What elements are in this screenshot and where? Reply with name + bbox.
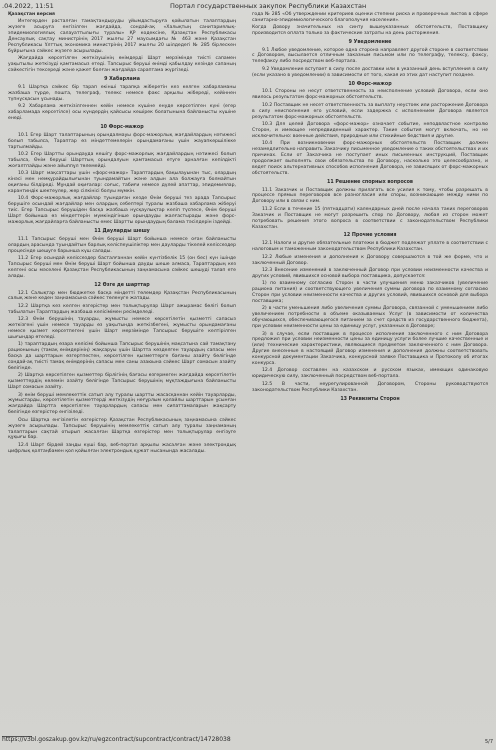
paragraph: 11.2 Если в течение 15 (пятнадцати) календарных дней после начала таких переговоров Заказчик и Поставщик не могут разрешить спор по Договору, любая из сторон может потребовать решения этого вопроса в соответствии с законодательством Республики Казахстан. — [252, 206, 488, 230]
paragraph: 11.2 Егер осындай келіссөздер басталғаннан кейін күнтізбелік 15 (он бес) күн ішінде Тапсырыс беруші мен Өнім беруші Шарт бойынша дауды шеше алмаса, Тараптардың кез келгені осы мәселені Қазақстан Республикасының заңнамасына сәйкес шешуді талап ете алады. — [8, 256, 236, 279]
russian-text-column — [252, 12, 488, 404]
paragraph: года № 285 «Об утверждении критериев оценки степени риска и проверочных листов в сфере санитарно-эпидемиологического благополучия населения». — [252, 12, 488, 23]
paragraph: 2) Шартқа көрсетілген қызметтер бірлігінің бағасы өзгермеген жағдайда көрсетілетін қызметтердің көлемін азайту бөлігінде Тапсырыс берушінің мұқтаждығына байланысты Шарт сомасын азайту. — [8, 373, 236, 391]
paragraph: 10.4 При возникновении форс-мажорных обстоятельств Поставщик должен незамедлительно направить Заказчику письменное уведомление о таких обстоятельствах и их причинах. Если от Заказчика не поступает иных письменных инструкций, Поставщик продолжает выполнять свои обязательства по Договору, насколько это целесообразно, и ведет поиск альтернативных способов исполнения Договора, не зависящих от форс-мажорных обстоятельств. — [252, 141, 488, 176]
paragraph: 11.1 Тапсырыс беруші мен Өнім беруші Шарт бойынша немесе оған байланысты олардың арасында туындайтын барлық келіспеушіліктер мен дауларды тікелей келіссөздер процесінде шешуге барынша күш салады. — [8, 236, 236, 254]
paragraph: 12.4 Договор составлен на казахском и русском языках, имеющих одинаковую юридическую силу, заключенный посредством веб-портала. — [252, 368, 488, 380]
section-heading: 11 Дауларды шешу — [94, 228, 150, 234]
paragraph: Когда Довору значительных на синту вышеуказанных обстоятельств, Поставщику производится оплата только за фактические затраты на день расторжения. — [252, 24, 488, 36]
section-heading: 12 Өзге де шарттар — [94, 282, 150, 288]
paragraph: 10.3 Для целей Договора «форс-мажор» означает событие, неподвластное контролю Сторон, и имеющее непредвиденный характер. Такие события могут включать, но не исключительно: военные действия, природные или стихийные бедствия и другие. — [252, 122, 488, 139]
paragraph: 3) өнім беруші мемлекеттік сатып алу туралы шартты жасасқаннан кейін тауарларды, жұмыстарды, көрсетілетін қызметтерді жеткізудің неғұрлым қолайлы шарттарын ұсынған жағдайда Шартта көрсетілген тауарлардың сапасы мен сипаттамаларын жақсарту бөлігінде өзгерістер енгізіледі. — [8, 392, 236, 416]
paragraph: 9.2 Хабарлама жеткізілгеннен кейін немесе күшіне енуде көрсетілген күнi (егер хабарламада көрсетілсе) осы күндердің қайсысы кешірек болатынына байланысты күшіне енеді. — [8, 104, 236, 121]
paragraph: 12.3 Өнім берушінің тауарды, жұмысты немесе көрсетілетін қызметті сапасыз жеткізгені үшін немесе тауарды өз уақытында жеткізбегені, жұмысты орындамағаны немесе қызмет көрсетпегені үшін Шарт мерзімінде Тапсырыс берушіге келтірілген шығындар өтеледі. — [8, 317, 236, 340]
section-heading: 11 Решение спорных вопросов — [327, 179, 413, 185]
paragraph: 1) по взаимному согласию Сторон в части улучшения меню заказчиков (увеличение рациона питания) и соответствующего увеличения суммы договора по взаимному согласию Сторон при условии неизменности качества и других условий, явившихся основой для выбора поставщика; — [252, 281, 488, 304]
section-heading: 10 Форс-мажор — [348, 81, 392, 87]
paragraph: 12.3 Внесение изменений в заключенный Договор при условии неизменности качества и других условий, явившихся основой выбора поставщика, допускается: — [252, 267, 488, 279]
continued-text-block — [252, 12, 488, 37]
section-heading: 9 Хабарлама — [104, 77, 140, 83]
russian-sections — [252, 40, 488, 403]
section-heading: 9 Уведомление — [348, 39, 392, 45]
paragraph: 12.2 Шартқа кез келген өзгерістер мен толықтырулар Шарт ажырамас бөлігі болып табылатын Тараптардың жазбаша келісімімен ресімделеді. — [8, 303, 236, 315]
paragraph: 11.1 Заказчик и Поставщик должны прилагать все усилия к тому, чтобы разрешать в процессе прямых переговоров все разногласия или споры, возникающие между ними по Договору или в связи с ним. — [252, 187, 488, 205]
paragraph: 2) в части уменьшения либо увеличения суммы Договора, связанной с уменьшением либо увеличением потребности в объеме оказываемых Услуг (в зависимости от количества обучающихся, обеспечивающегося питанием за счет средств из государственного бюджета), при условии неизменности цены за единицу услуг, указанных в Договоре; — [252, 306, 488, 330]
section-heading: 10 Форс-мажор — [100, 124, 144, 130]
print-datetime: .04.2022, 11:51 — [2, 2, 54, 10]
page-number: 5/7 — [484, 739, 493, 745]
paragraph: 3) в случае, если поставщик в процессе исполнения заключенного с ним Договора предложил при условии неизменности цены за единицу услуги более лучшие качественные и (или) технические характеристики, являющиеся предметом заключенного с ним Договора. Другие внесенные в настоящий Договор изменения и дополнения должны соответствовать конкурсной документации Заказчика, конкурсной заявке Поставщика и Протоколу об итогах конкурса. — [252, 331, 488, 367]
paragraph: Интегерден расталған тамақтандыруды ұйымдастыруға қойылатын талаптардың жүзеге асыруға енгізілген жағдайда, сондай-ақ «Халықтың санитариялық-эпидемиологиялық салауаттылығы туралы» ҚР кодексіне, Қазақстан Республикасы Денсаулық сақтау министрінің 2017 жылғы 27 маусымдағы № 463 және Қазақстан Республикасы Ұлттық экономика министрінің 2017 жылғы 20 шілдедегі № 285 бірлескен бұйрығына сәйкес жүзеге асырылады. — [8, 19, 236, 54]
paragraph: 10.2 Поставщик не несет ответственность за выплату неустоек или расторжение Договора в силу неисполнения его условий, если задержка с исполнением Договора является результатом форс-мажорных обстоятельств. — [252, 102, 488, 120]
paragraph: 10.1 Стороны не несут ответственность за неисполнение условий Договора, если оно явилось результатом форс-мажорных обстоятельств. — [252, 89, 488, 101]
paragraph: 9.2 Уведомление вступает в силу после доставки или в указанный день вступления в силу (если указано в уведомлении) в зависимости от того, какая из этих дат наступит позднее. — [252, 66, 488, 78]
paragraph: 12.4 Шарт бірдей заңды күші бар, веб-портал арқылы жасалған және электрондық цифрлық қолтаңбамен қол қойылған электрондық құжат нысанында жасалады. — [8, 442, 236, 454]
kazakh-text-column — [8, 12, 236, 456]
paragraph: 10.3 Шарт мақсаттары үшін «форс-мажор» Тараптардың бақылауынан тыс, олардың кінәсі мен немқұрайдылығынан туындамайтын және алдын ала болжауға болмайтын оқиғаны білдіреді. Мұндай оқиғалар: соғыс, табиғи немесе дүлей апаттар, эпидемиялар, карантиндік шектеулер, жер сілкінісі болуы мүмкін. — [8, 171, 236, 194]
section-heading: 13 Реквизиты Сторон — [340, 396, 400, 402]
version-title: Қазақстан версия — [8, 12, 56, 17]
paragraph: 12.1 Налоги и другие обязательные платежи в бюджет подлежат уплате в соответствии с налоговым и таможенным законодательством Республики Казахстан. — [252, 241, 488, 253]
paragraph: 12.5 В части, неурегулированной Договором, Стороны руководствуются законодательством Республики Казахстан. — [252, 381, 488, 393]
portal-title: Портал государственных закупок Республики Казахстан — [170, 2, 367, 10]
page-url[interactable]: https://v3bl.goszakup.gov.kz/ru/egzcontract/supcontract/contract/14728038 — [2, 736, 231, 743]
paragraph: 10.1 Егер Шарт талаптарының орындалмауы форс-мажорлық жағдайлардың нәтижесі болып табылса, Тараптар өз міндеттемелерін орындамағаны үшін жауапкершілікке тартылмайды. — [8, 132, 236, 150]
paragraph: 12.1 Салықтар мен бюджетке басқа міндетті төлемдер Қазақстан Республикасының салық және кеден заңнамасына сәйкес төленуге жатады. — [8, 290, 236, 302]
paragraph: 1) тараптардың өзара келісімі бойынша Тапсырыс берушінің мақсатына сай тамақтану рационының (тамақ өнімдерінің) жақсаруы үшін Шартта көзделген тауардың сапасы мен басқа да шарттарын өзгертпестен, көрсетілген қызметтерге бағаны азайту бөлігінде сондай-ақ тиісті тамақ өнімдерінің сапасы мен саны азаюына сәйкес Шарт сомасын азайту бөлігінде. — [8, 342, 236, 371]
section-heading: 12 Прочие условия — [343, 233, 397, 239]
paragraph: Жағдайда көрсетілген жеткізушінің өнімдерді Шарт мерзімінде тиісті сапамен уақытылы жеткізуді қамтамасыз етеді. Тапсырыс беруші өнімді қабылдау кезінде сапаның сәйкестігін тексереді және қажет болған жағдайда сараптама жүргізеді. — [8, 56, 236, 74]
paragraph: 10.4 Форс-мажорлық жағдайлар туындаған кезде Өнім берушi тез арада Тапсырыс берушіге осындай жағдайлар мен олардың себептері туралы жазбаша хабарлама жіберуі тиіс. Егер Тапсырыс берушіден басқа жазбаша нұсқаулықтар келіп түспесе, Өнім берушi Шарт бойынша өз міндеттерін мүмкіндігінше орындауды жалғастырады және форс-мажорлық жағдайларға байланысты емес Шартты орындаудың балама тәсілдерін іздейді. — [8, 196, 236, 225]
paragraph: 12.2 Любые изменения и дополнения к Договору совершаются в той же форме, что и заключенный Договор. — [252, 254, 488, 266]
paragraph: 9.1 Любое уведомление, которое одна сторона направляет другой стороне в соответствии с Договором, высылается отличным заказным письмом или по телеграфу, телексу, факсу, телефаксу либо посредством веб-портала. — [252, 47, 488, 65]
paragraph: 10.2 Егер Шартты орындауда кешігу форс-мажорлық жағдайлардың нәтижесі болып табылса, Өнім берушi Шарттың орындалуын қамтамасыз етуге арналған кепілдікті жоғалтпайды және айыппұл төлемейді. — [8, 152, 236, 169]
paragraph: Осы Шартқа енгізілетін өзгерістер Қазақстан Республикасының заңнамасына сәйкес жүзеге асырылады. Тапсырыс берушінің мемлекеттік сатып алу туралы заңнаманың талаптарын сақтай отырып жасалған Шартқа өзгерістер мен толықтырулар енгізуге құқығы бар. — [8, 417, 236, 441]
paragraph: 9.1 Шартқа сәйкес бір тарап екінші тарапқа жіберетін кез келген хабарламаны жазбаша түрде, пошта, телеграф, телекс немесе факс арқылы жібереді, кейіннен түпнұсқасын ұсынады. — [8, 84, 236, 102]
